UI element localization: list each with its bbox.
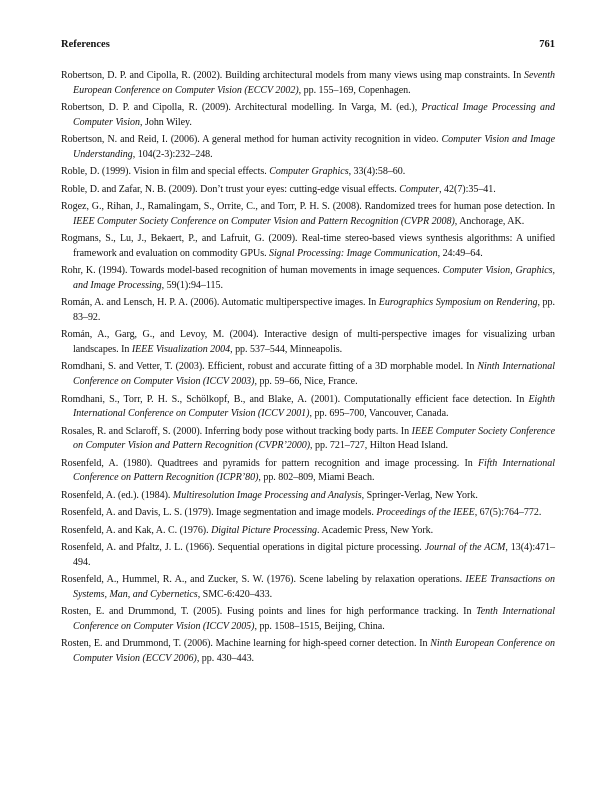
- reference-entry: Romdhani, S. and Vetter, T. (2003). Efficient, robust and accurate fitting of a 3D morphable model. In Ninth International Conference on Computer Vision (ICCV 2003), pp. 59–66, Nice, France.: [61, 361, 555, 387]
- reference-entry: Rosten, E. and Drummond, T. (2006). Machine learning for high-speed corner detection. In Ninth European Conference on Computer Vision (ECCV 2006), pp. 430–443.: [61, 638, 555, 664]
- reference-entry: Román, A. and Lensch, H. P. A. (2006). Automatic multiperspective images. In Eurographics Symposium on Rendering, pp. 83–92.: [61, 297, 555, 323]
- reference-entry: Rosenfeld, A. (ed.). (1984). Multiresolution Image Processing and Analysis, Springer-Verlag, New York.: [61, 489, 478, 501]
- page-number: 761: [539, 39, 555, 50]
- reference-entry: Rogmans, S., Lu, J., Bekaert, P., and Lafruit, G. (2009). Real-time stereo-based views synthesis algorithms: A unified framework and evaluation on commodity GPUs. Signal Processing: Image Communication, 24:49–64.: [61, 233, 555, 259]
- reference-entry: Romdhani, S., Torr, P. H. S., Schölkopf, B., and Blake, A. (2001). Computationally efficient face detection. In Eighth International Conference on Computer Vision (ICCV 2001), pp. 695–700, Vancouver, Canada.: [61, 393, 555, 420]
- reference-entry: Rosenfeld, A., Hummel, R. A., and Zucker, S. W. (1976). Scene labeling by relaxation operations. IEEE Transactions on Systems, Man, and Cybernetics, SMC-6:420–433.: [61, 574, 555, 600]
- reference-entry: Robertson, D. P. and Cipolla, R. (2009). Architectural modelling. In Varga, M. (ed.), Practical Image Processing and Computer Vision, John Wiley.: [61, 102, 556, 128]
- reference-entry: Rosenfeld, A. and Pfaltz, J. L. (1966). Sequential operations in digital picture processing. Journal of the ACM, 13(4):471–494.: [61, 542, 556, 568]
- reference-entry: Rosenfeld, A. (1980). Quadtrees and pyramids for pattern recognition and image processing. In Fifth International Conference on Pattern Recognition (ICPR’80), pp. 802–809, Miami Beach.: [61, 457, 555, 484]
- reference-entry: Rosten, E. and Drummond, T. (2005). Fusing points and lines for high performance tracking. In Tenth International Conference on Computer Vision (ICCV 2005), pp. 1508–1515, Beijing, China.: [61, 606, 555, 632]
- reference-entry: Román, A., Garg, G., and Levoy, M. (2004). Interactive design of multi-perspective images for visualizing urban landscapes. In IEEE Visualization 2004, pp. 537–544, Minneapolis.: [61, 329, 555, 355]
- reference-entry: Rosales, R. and Sclaroff, S. (2000). Inferring body pose without tracking body parts. In IEEE Computer Society Conference on Computer Vision and Pattern Recognition (CVPR’2000), pp. 721–727, Hilton Head Island.: [61, 425, 555, 452]
- book-page: [61, 0, 555, 800]
- reference-entry: Roble, D. (1999). Vision in film and special effects. Computer Graphics, 33(4):58–60.: [61, 166, 406, 178]
- reference-list: [61, 69, 555, 669]
- reference-entry: Robertson, N. and Reid, I. (2006). A general method for human activity recognition in video. Computer Vision and Image Understanding, 104(2-3):232–248.: [61, 134, 555, 160]
- reference-entry: Robertson, D. P. and Cipolla, R. (2002). Building architectural models from many views using map constraints. In Seventh European Conference on Computer Vision (ECCV 2002), pp. 155–169, Copenhagen.: [61, 70, 555, 96]
- reference-entry: Rohr, K. (1994). Towards model-based recognition of human movements in image sequences. Computer Vision, Graphics, and Image Processing, 59(1):94–115.: [61, 265, 555, 291]
- reference-entry: Rosenfeld, A. and Kak, A. C. (1976). Digital Picture Processing. Academic Press, New York.: [61, 524, 434, 536]
- reference-entry: Rosenfeld, A. and Davis, L. S. (1979). Image segmentation and image models. Proceedings of the IEEE, 67(5):764–772.: [61, 507, 542, 519]
- running-header: [61, 38, 555, 52]
- reference-entry: Roble, D. and Zafar, N. B. (2009). Don’t trust your eyes: cutting-edge visual effects. Computer, 42(7):35–41.: [61, 183, 496, 195]
- section-title: References: [61, 39, 110, 50]
- reference-entry: Rogez, G., Rihan, J., Ramalingam, S., Orrite, C., and Torr, P. H. S. (2008). Randomized trees for human pose detection. In IEEE Computer Society Conference on Computer Vision and Pattern Recognition (CVPR 2008), Anchorage, AK.: [61, 201, 555, 227]
